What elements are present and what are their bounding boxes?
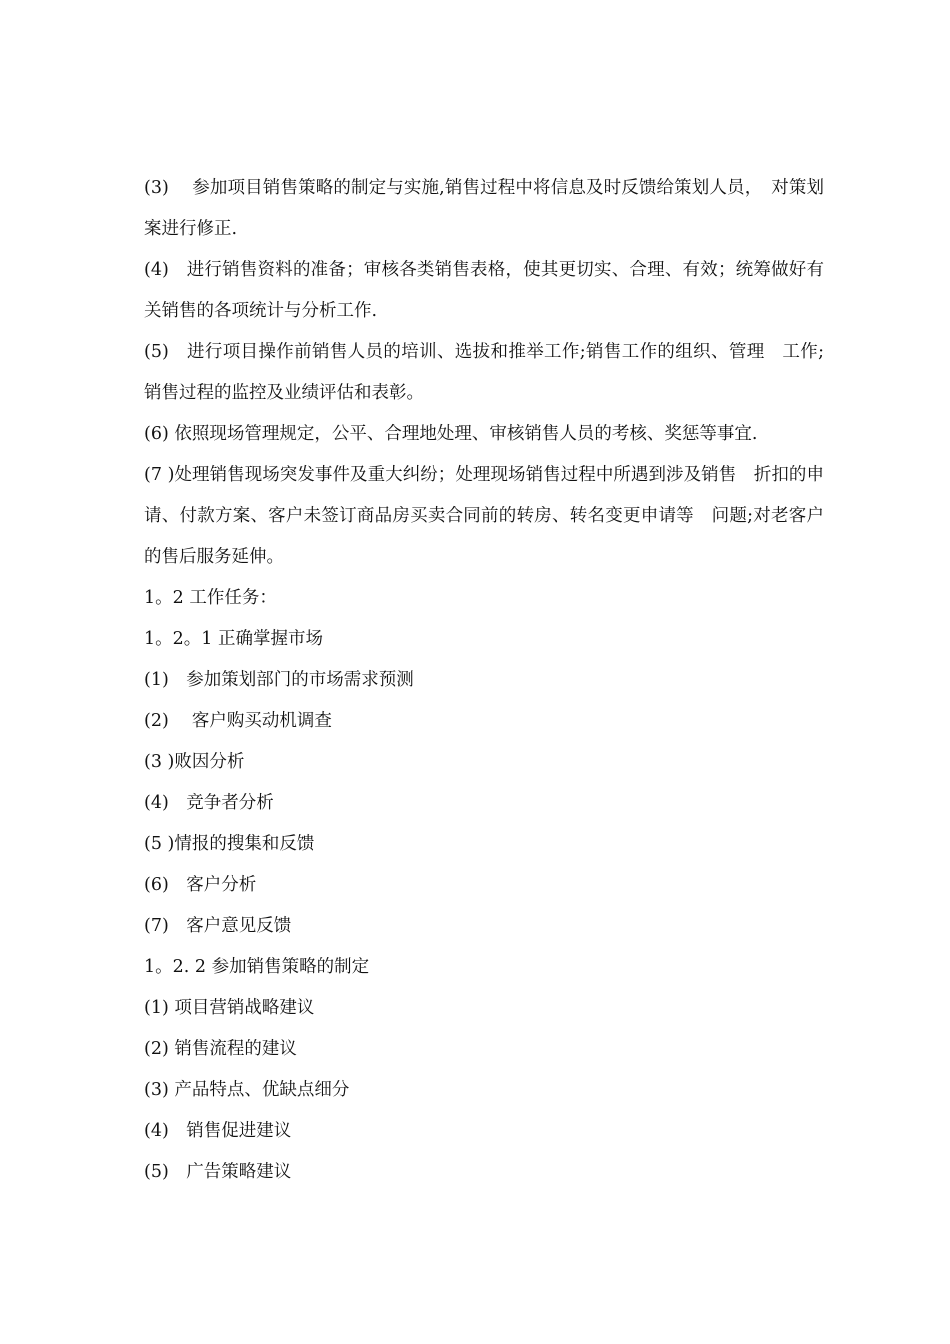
section-heading-tasks: 1。2 工作任务： bbox=[144, 588, 277, 608]
list-item: (3) 产品特点、优缺点细分 bbox=[144, 1080, 350, 1100]
list-item: (1) 参加策划部门的市场需求预测 bbox=[144, 670, 414, 690]
list-item: (1) 项目营销战略建议 bbox=[144, 998, 315, 1018]
paragraph-duty-4: (4) 进行销售资料的准备；审核各类销售表格，使其更切实、合理、有效；统筹做好有关销售的各项统计与分析工作. bbox=[144, 260, 824, 321]
list-item: (7) 客户意见反馈 bbox=[144, 916, 292, 936]
paragraph-duty-5: (5) 进行项目操作前销售人员的培训、选拔和推举工作;销售工作的组织、管理 工作;销售过程的监控及业绩评估和表彰。 bbox=[144, 342, 824, 403]
paragraph-duty-3: (3) 参加项目销售策略的制定与实施,销售过程中将信息及时反馈给策划人员， 对策划案进行修正. bbox=[144, 178, 824, 239]
subsection-heading-market: 1。2。1 正确掌握市场 bbox=[144, 629, 323, 649]
list-item: (2) 客户购买动机调查 bbox=[144, 711, 332, 731]
list-item: (2) 销售流程的建议 bbox=[144, 1039, 297, 1059]
list-item: (3 )败因分析 bbox=[144, 752, 245, 772]
paragraph-duty-7: (7 )处理销售现场突发事件及重大纠纷；处理现场销售过程中所遇到涉及销售 折扣的申请、付款方案、客户未签订商品房买卖合同前的转房、转名变更申请等 问题;对老客户的售后服务延伸。 bbox=[144, 465, 824, 567]
document-body bbox=[144, 168, 824, 1193]
paragraph-duty-6: (6) 依照现场管理规定，公平、合理地处理、审核销售人员的考核、奖惩等事宜. bbox=[144, 424, 758, 444]
list-item: (4) 销售促进建议 bbox=[144, 1121, 292, 1141]
list-item: (5) 广告策略建议 bbox=[144, 1162, 292, 1182]
list-item: (4) 竞争者分析 bbox=[144, 793, 274, 813]
list-item: (6) 客户分析 bbox=[144, 875, 257, 895]
subsection-heading-strategy: 1。2. 2 参加销售策略的制定 bbox=[144, 957, 370, 977]
list-item: (5 )情报的搜集和反馈 bbox=[144, 834, 315, 854]
